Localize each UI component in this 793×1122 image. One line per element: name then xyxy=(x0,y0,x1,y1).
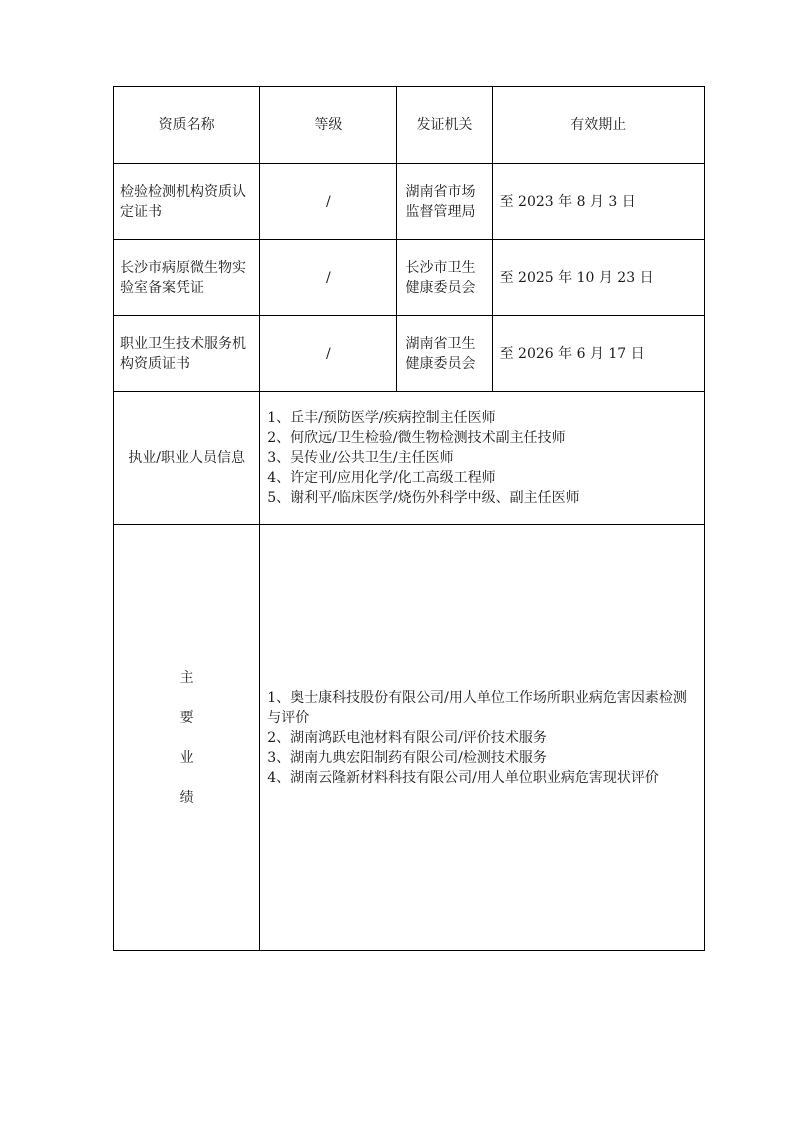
staff-item: 2、何欣远/卫生检验/微生物检测技术副主任技师 xyxy=(267,430,566,446)
header-level: 等级 xyxy=(260,87,397,164)
qualification-issuer: 湖南省卫生健康委员会 xyxy=(397,316,492,392)
header-row xyxy=(114,87,705,164)
staff-item: 3、吴传业/公共卫生/主任医师 xyxy=(267,450,454,466)
performance-item: 4、湖南云隆新材料科技有限公司/用人单位职业病危害现状评价 xyxy=(267,769,659,786)
header-issuer: 发证机关 xyxy=(397,87,492,164)
qualification-valid-until: 至 2023 年 8 月 3 日 xyxy=(492,164,704,240)
performance-item: 2、湖南鸿跃电池材料有限公司/评价技术服务 xyxy=(267,729,547,746)
qualification-name: 职业卫生技术服务机构资质证书 xyxy=(114,316,260,392)
performance-list xyxy=(260,525,705,951)
staff-item: 1、丘丰/预防医学/疾病控制主任医师 xyxy=(267,410,496,426)
staff-list xyxy=(260,392,705,525)
performance-label-char: 业 xyxy=(179,749,194,766)
staff-item: 4、许定刊/应用化学/化工高级工程师 xyxy=(267,470,496,486)
qualification-level: / xyxy=(260,240,397,316)
performance-label-char: 绩 xyxy=(179,789,194,806)
qualification-valid-until: 至 2025 年 10 月 23 日 xyxy=(492,240,704,316)
table-row xyxy=(114,164,705,240)
qualification-valid-until: 至 2026 年 6 月 17 日 xyxy=(492,316,704,392)
performance-label xyxy=(114,525,260,951)
header-qualification-name: 资质名称 xyxy=(114,87,260,164)
staff-info-label: 执业/职业人员信息 xyxy=(114,392,260,525)
qualification-table xyxy=(113,86,705,951)
qualification-name: 长沙市病原微生物实验室备案凭证 xyxy=(114,240,260,316)
staff-item: 5、谢利平/临床医学/烧伤外科学中级、副主任医师 xyxy=(267,490,580,506)
qualification-name: 检验检测机构资质认定证书 xyxy=(114,164,260,240)
qualification-level: / xyxy=(260,164,397,240)
qualification-level: / xyxy=(260,316,397,392)
table-row xyxy=(114,240,705,316)
qualification-issuer: 湖南省市场监督管理局 xyxy=(397,164,492,240)
qualification-issuer: 长沙市卫生健康委员会 xyxy=(397,240,492,316)
performance-item: 3、湖南九典宏阳制药有限公司/检测技术服务 xyxy=(267,749,547,766)
performance-label-char: 要 xyxy=(179,709,194,726)
staff-row xyxy=(114,392,705,525)
performance-item: 1、奥士康科技股份有限公司/用人单位工作场所职业病危害因素检测与评价 xyxy=(267,689,687,726)
performance-row xyxy=(114,525,705,951)
performance-label-char: 主 xyxy=(179,669,194,686)
table-row xyxy=(114,316,705,392)
header-valid-until: 有效期止 xyxy=(492,87,704,164)
